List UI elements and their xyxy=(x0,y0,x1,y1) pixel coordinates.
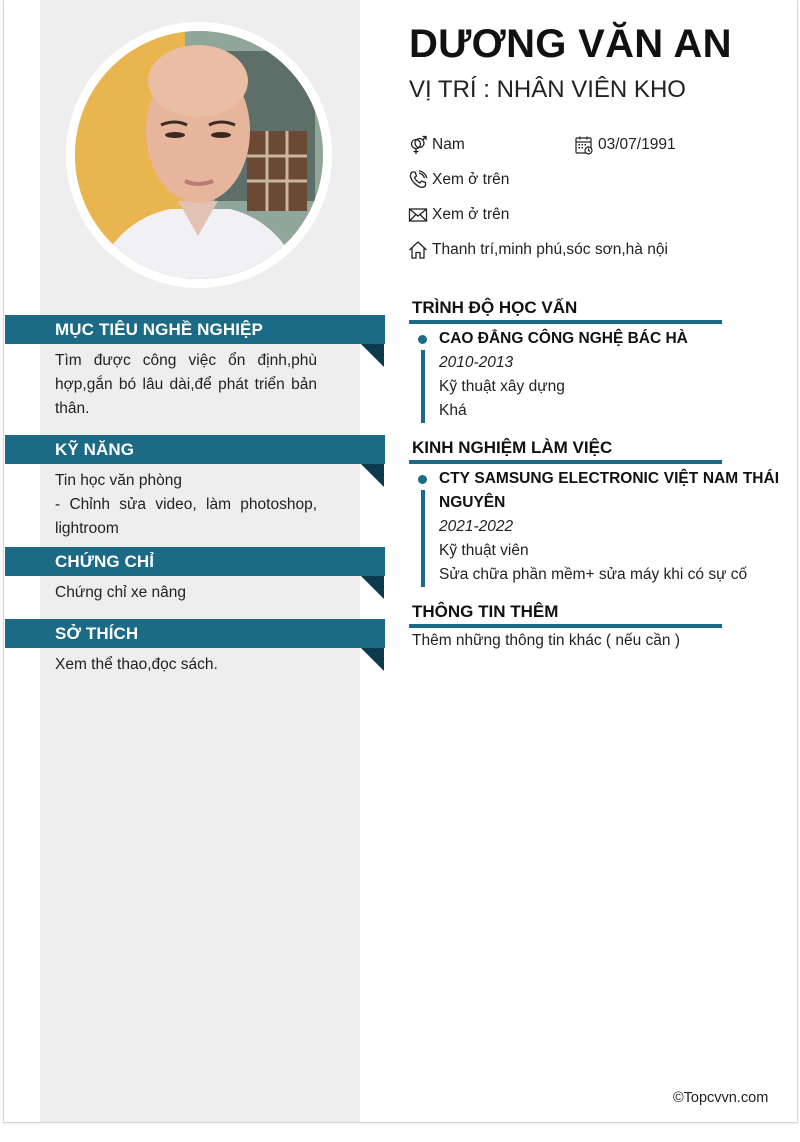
career-objective-text xyxy=(55,349,317,421)
ribbon-fold xyxy=(361,576,384,599)
phone-info xyxy=(408,170,509,190)
cv-page xyxy=(3,0,798,1123)
gender-icon xyxy=(408,135,428,155)
section-header-hobbies xyxy=(5,619,385,648)
skill-line: Tin học văn phòng xyxy=(55,472,182,489)
gender-info xyxy=(408,135,465,155)
calendar-icon xyxy=(574,135,594,155)
home-icon xyxy=(408,240,428,260)
additional-info-text: Thêm những thông tin khác ( nếu cần ) xyxy=(412,632,681,649)
education-title: TRÌNH ĐỘ HỌC VẤN xyxy=(412,298,578,317)
address-info xyxy=(408,240,668,260)
email-value: Xem ở trên xyxy=(432,206,510,223)
hobbies-text xyxy=(55,653,317,677)
email-info xyxy=(408,205,509,225)
avatar-frame xyxy=(66,22,332,288)
certificates-text xyxy=(55,581,317,605)
address-value: Thanh trí,minh phú,sóc sơn,hà nội xyxy=(432,241,668,258)
ribbon-fold xyxy=(361,648,384,671)
certificate-line: Chứng chỉ xe nâng xyxy=(55,584,187,601)
copyright-link[interactable]: ©Topcvvn.com xyxy=(673,1090,769,1106)
experience-title: KINH NGHIỆM LÀM VIỆC xyxy=(412,438,613,457)
timeline-line xyxy=(421,350,425,423)
section-title: SỞ THÍCH xyxy=(55,624,139,643)
education-date: 2010-2013 xyxy=(439,354,514,371)
section-title: CHỨNG CHỈ xyxy=(55,552,155,571)
section-divider xyxy=(409,460,722,464)
section-header-certificates xyxy=(5,547,385,576)
skill-line: - Chỉnh sửa video, làm photoshop, lightroom xyxy=(55,496,317,537)
ribbon-fold xyxy=(361,344,384,367)
mail-icon xyxy=(408,205,428,225)
education-entry xyxy=(439,327,779,423)
experience-description: Sửa chữa phần mềm+ sửa máy khi có sự cố xyxy=(439,566,748,583)
birthday-value: 03/07/1991 xyxy=(598,136,676,153)
school-name: CAO ĐẲNG CÔNG NGHỆ BÁC HÀ xyxy=(439,330,688,347)
section-header-career-objective xyxy=(5,315,385,344)
phone-icon xyxy=(408,170,428,190)
experience-role: Kỹ thuật viên xyxy=(439,542,529,559)
section-divider xyxy=(409,624,722,628)
experience-date: 2021-2022 xyxy=(439,518,514,535)
ribbon-fold xyxy=(361,464,384,487)
profile-photo xyxy=(75,31,323,279)
section-header-skills xyxy=(5,435,385,464)
hobby-line: Xem thể thao,đọc sách. xyxy=(55,656,218,673)
additional-info-title: THÔNG TIN THÊM xyxy=(412,602,559,621)
birthday-info xyxy=(574,135,676,155)
section-title: MỤC TIÊU NGHỀ NGHIỆP xyxy=(55,320,263,339)
timeline-bullet xyxy=(418,335,427,344)
skills-text xyxy=(55,469,317,541)
section-title: KỸ NĂNG xyxy=(55,440,135,459)
timeline-line xyxy=(421,490,425,587)
company-name: CTY SAMSUNG ELECTRONIC VIỆT NAM THÁI NGUYÊN xyxy=(439,470,779,511)
candidate-name: DƯƠNG VĂN AN xyxy=(409,22,732,66)
experience-entry xyxy=(439,467,779,587)
section-divider xyxy=(409,320,722,324)
job-position: VỊ TRÍ : NHÂN VIÊN KHO xyxy=(409,76,686,103)
gender-value: Nam xyxy=(432,136,465,153)
avatar xyxy=(75,31,323,279)
education-grade: Khá xyxy=(439,402,467,419)
education-major: Kỹ thuật xây dựng xyxy=(439,378,565,395)
timeline-bullet xyxy=(418,475,427,484)
phone-value: Xem ở trên xyxy=(432,171,510,188)
objective-line: Tìm được công việc ổn định,phù hợp,gắn bó lâu dài,để phát triển bản thân. xyxy=(55,352,317,417)
